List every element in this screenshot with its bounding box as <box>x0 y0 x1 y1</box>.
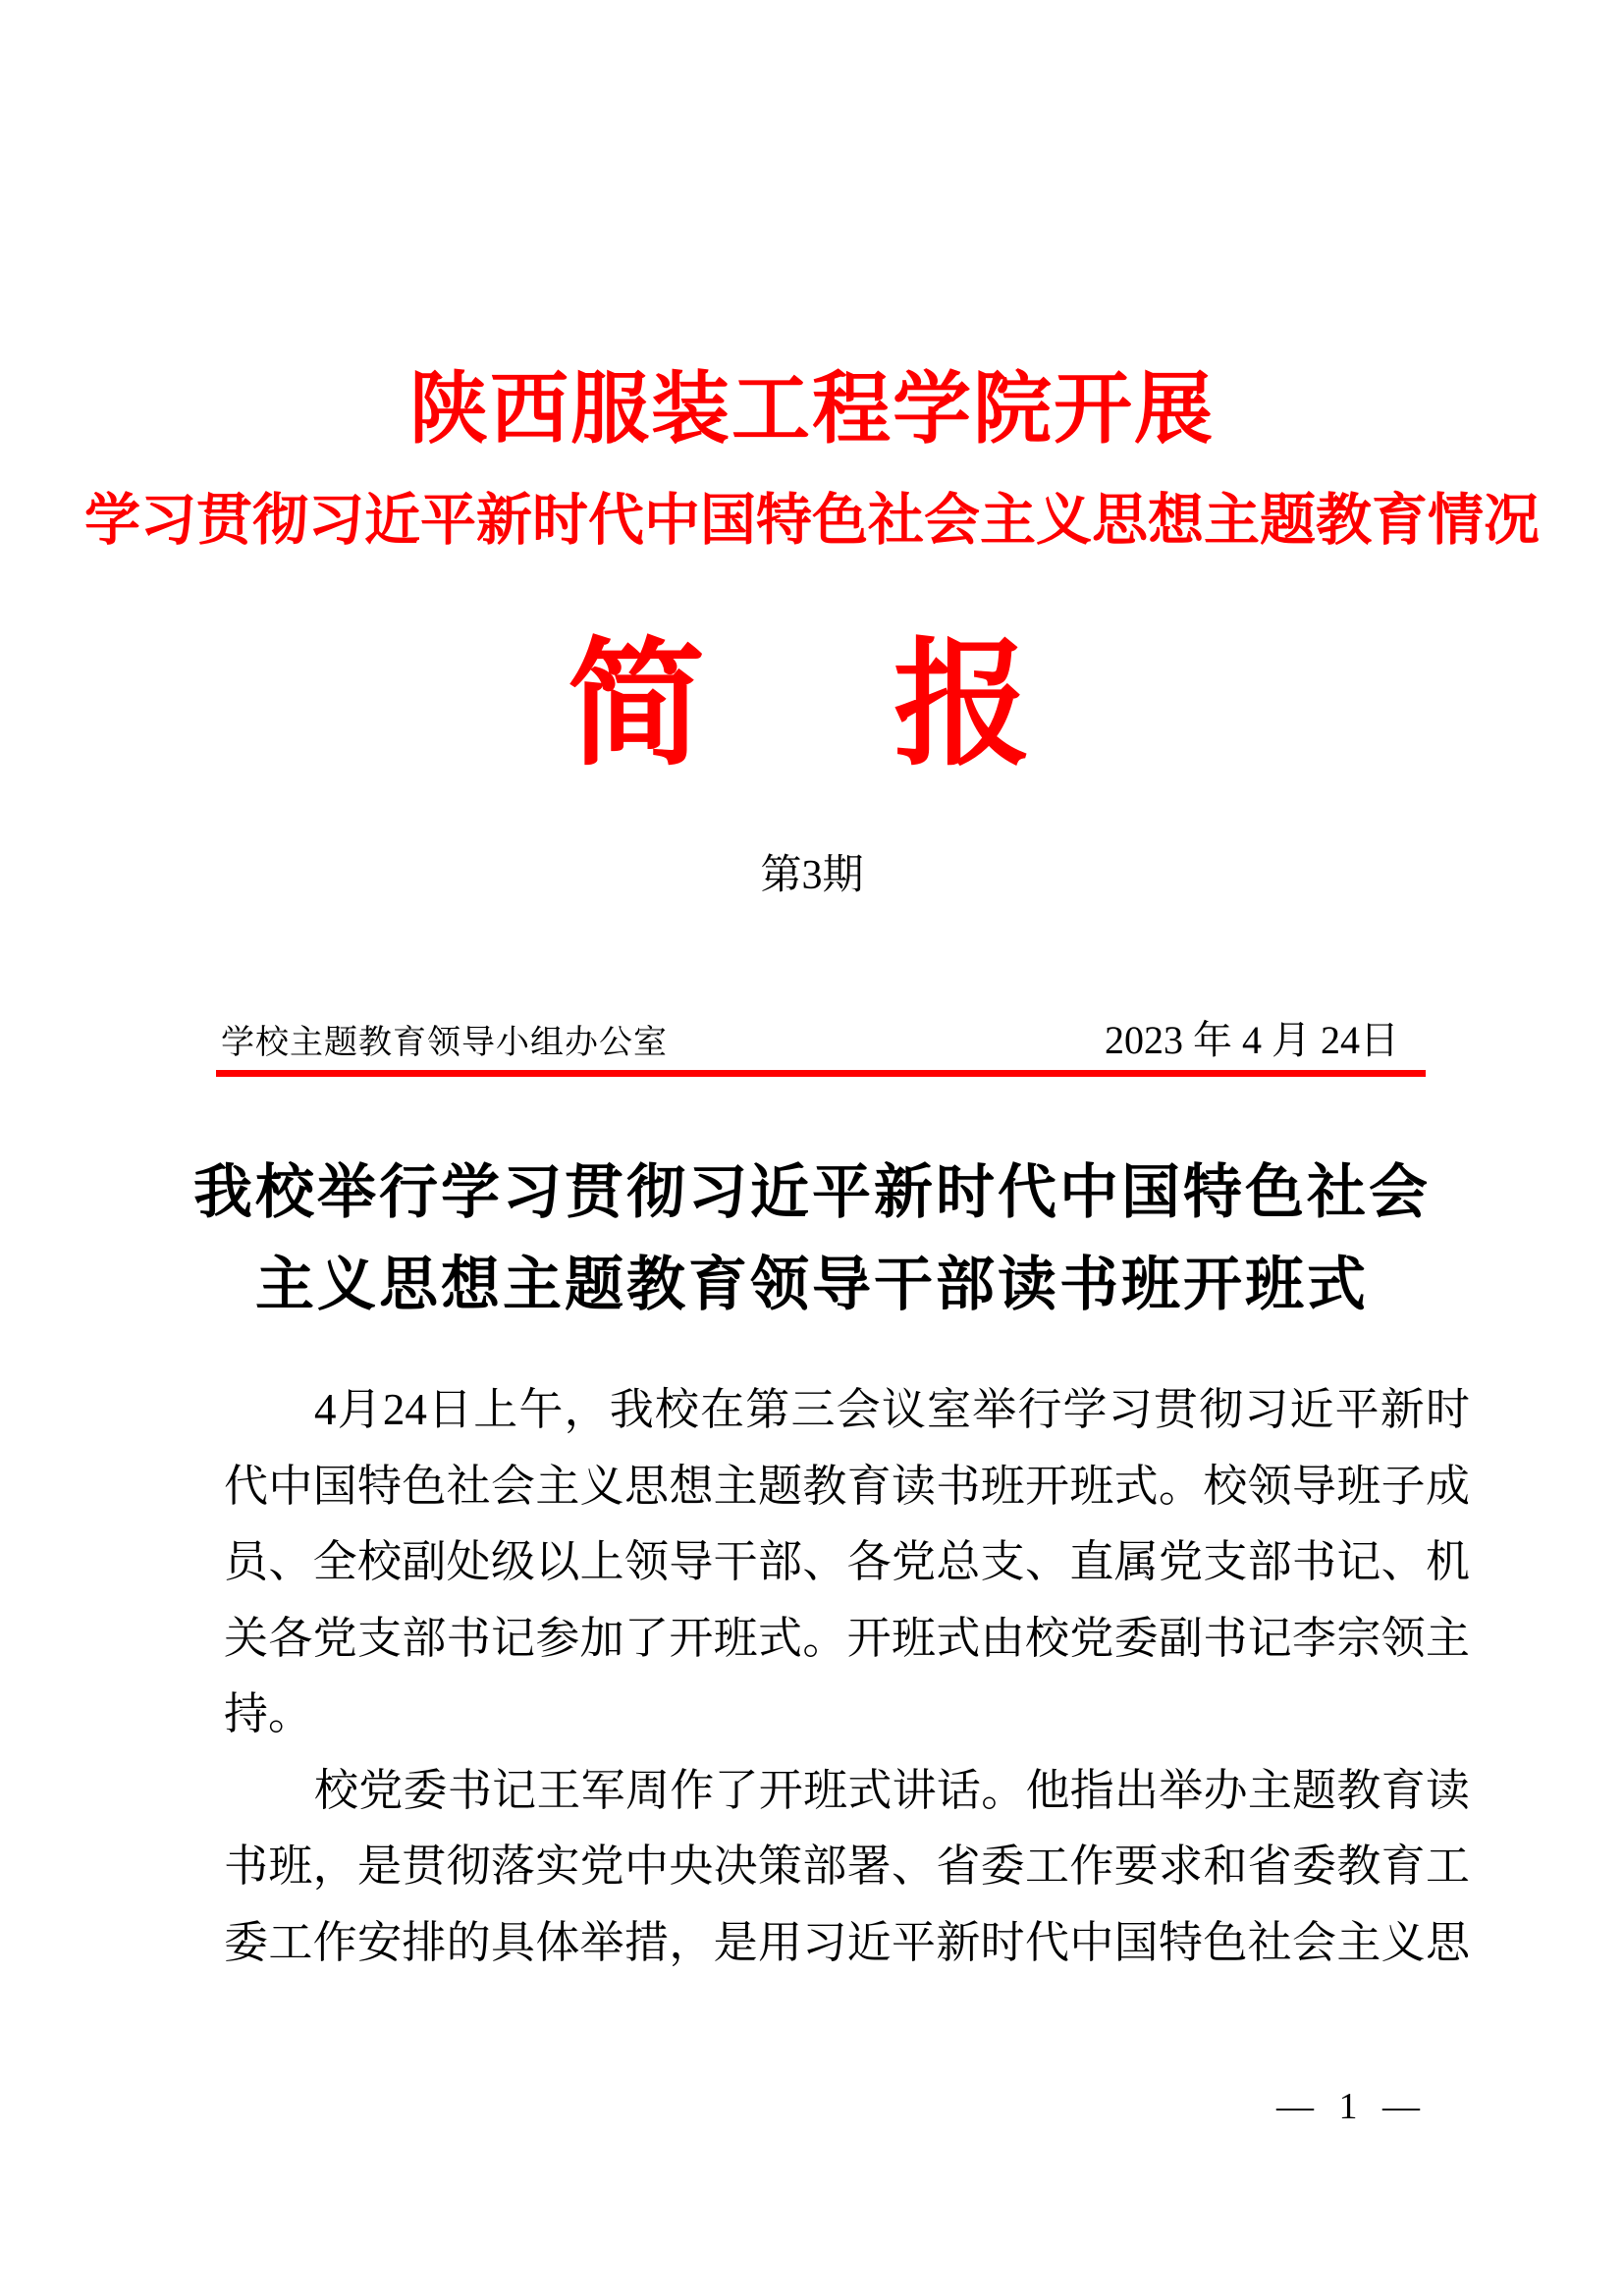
body-text-line: 关各党支部书记参加了开班式。开班式由校党委副书记李宗领主 <box>224 1613 1470 1663</box>
red-divider-rule <box>216 1070 1426 1077</box>
theme-title: 学习贯彻习近平新时代中国特色社会主义思想主题教育情况 <box>84 490 1540 552</box>
masthead-info-row <box>221 1009 1399 1065</box>
body-text-line: 书班，是贯彻落实党中央决策部署、省委工作要求和省委教育工 <box>224 1842 1470 1891</box>
article-heading <box>0 1147 1624 1331</box>
body-text-line: 代中国特色社会主义思想主题教育读书班开班式。校领导班子成 <box>224 1461 1470 1511</box>
body-text-line: 员、全校副处级以上领导干部、各党总支、直属党支部书记、机 <box>224 1537 1470 1586</box>
body-text-line: 委工作安排的具体举措，是用习近平新时代中国特色社会主义思 <box>224 1917 1470 1967</box>
article-heading-line2: 主义思想主题教育领导干部读书班开班式 <box>255 1253 1369 1317</box>
issuing-office: 学校主题教育领导小组办公室 <box>221 1025 668 1061</box>
article-body <box>224 1372 1470 1981</box>
body-text-line: 校党委书记王军周作了开班式讲话。他指出举办主题教育读 <box>314 1765 1470 1815</box>
bulletin-title: 简 报 <box>567 630 1056 782</box>
page-number: — 1 — <box>1276 2086 1428 2127</box>
body-text-line: 4月24日上午，我校在第三会议室举行学习贯彻习近平新时 <box>314 1385 1470 1434</box>
issue-date: 2023 年 4 月 24日 <box>1105 1018 1399 1062</box>
issue-number: 第3期 <box>760 853 864 898</box>
body-text-line: 持。 <box>224 1689 313 1738</box>
article-heading-line1: 我校举行学习贯彻习近平新时代中国特色社会 <box>193 1160 1431 1225</box>
org-title: 陕西服装工程学院开展 <box>409 367 1215 454</box>
